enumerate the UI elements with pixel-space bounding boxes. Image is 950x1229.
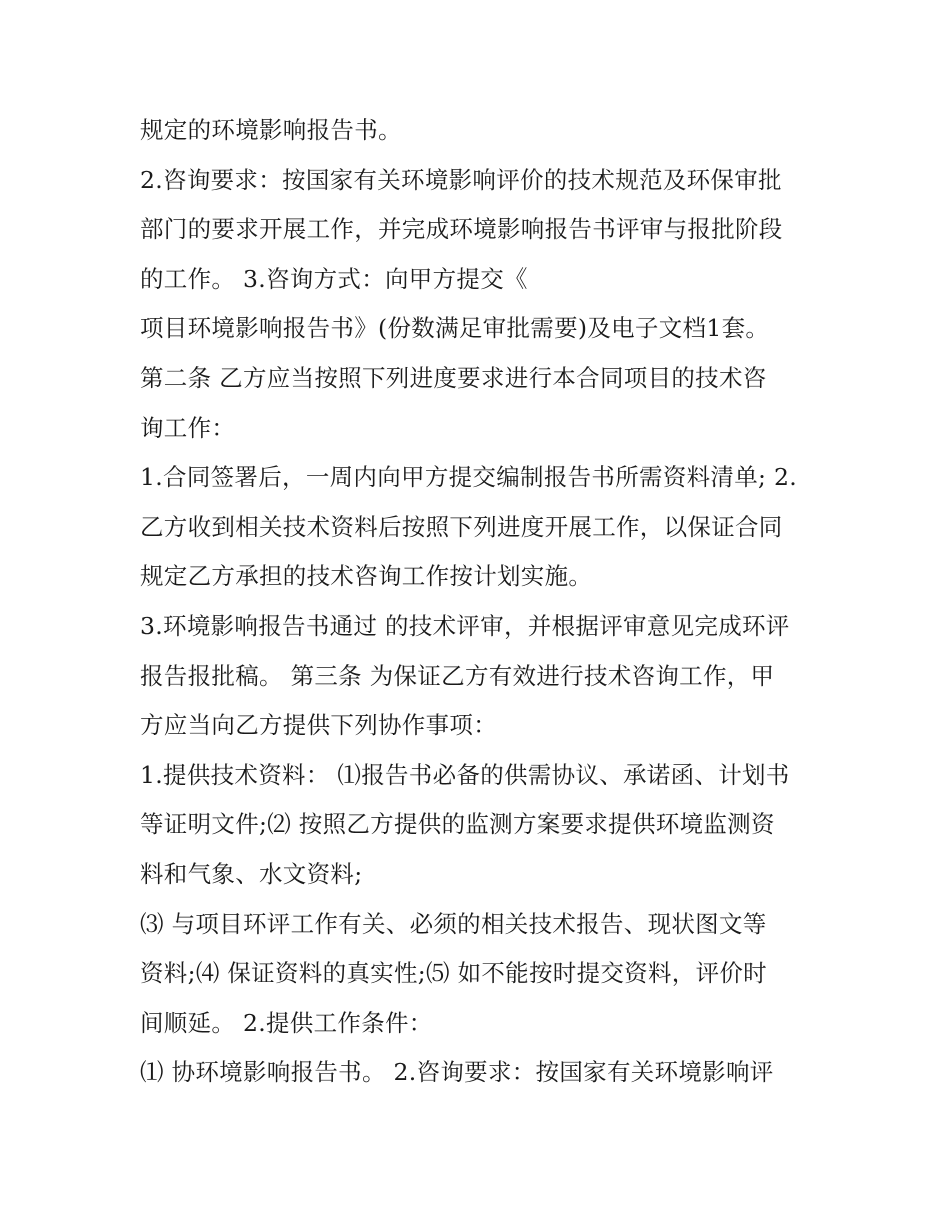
text-line: 1.提供技术资料： ⑴报告书必备的供需协议、承诺函、计划书	[140, 760, 790, 789]
text-line: 方应当向乙方提供下列协作事项：	[140, 711, 497, 740]
text-line: 3.环境影响报告书通过 的技术评审，并根据评审意见完成环评	[140, 611, 790, 640]
text-line: ⑶ 与项目环评工作有关、必须的相关技术报告、现状图文等	[140, 909, 767, 938]
text-line: 部门的要求开展工作，并完成环境影响报告书评审与报批阶段	[140, 215, 783, 244]
text-line: 间顺延。 2.提供工作条件：	[140, 1008, 433, 1037]
text-line: 2.咨询要求：按国家有关环境影响评价的技术规范及环保审批	[140, 165, 782, 194]
text-line: 询工作：	[140, 413, 236, 442]
text-line: 资料;⑷ 保证资料的真实性;⑸ 如不能按时提交资料，评价时	[140, 959, 767, 988]
text-line: 项目环境影响报告书》(份数满足审批需要)及电子文档1套。	[140, 314, 770, 343]
text-line: 报告报批稿。 第三条 为保证乙方有效进行技术咨询工作，甲	[140, 661, 775, 690]
text-line: 规定的环境影响报告书。	[140, 116, 402, 144]
text-line: 第二条 乙方应当按照下列进度要求进行本合同项目的技术咨	[140, 363, 767, 392]
text-line: 乙方收到相关技术资料后按照下列进度开展工作，以保证合同	[140, 512, 783, 541]
text-line: 等证明文件;⑵ 按照乙方提供的监测方案要求提供环境监测资	[140, 810, 775, 839]
text-line: ⑴ 协环境影响报告书。 2.咨询要求：按国家有关环境影响评	[140, 1058, 774, 1087]
text-line: 1.合同签署后，一周内向甲方提交编制报告书所需资料清单; 2.	[140, 463, 798, 492]
text-line: 料和气象、水文资料;	[140, 859, 363, 888]
document-body	[140, 106, 830, 1098]
text-line: 的工作。 3.咨询方式：向甲方提交《	[140, 264, 528, 293]
text-line: 规定乙方承担的技术咨询工作按计划实施。	[140, 562, 593, 591]
